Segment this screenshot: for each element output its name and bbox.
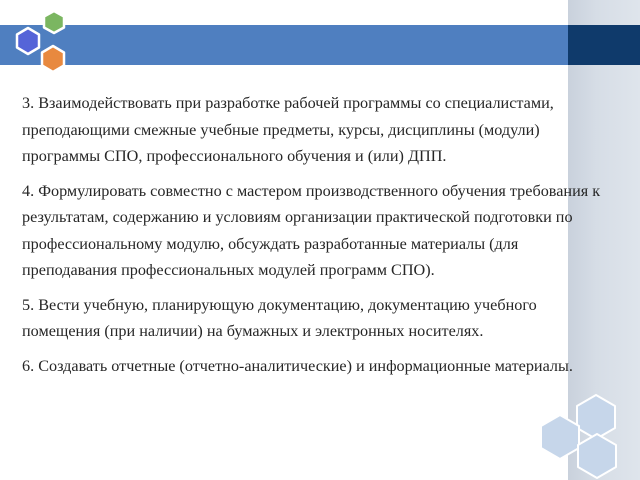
- list-item: 6. Создавать отчетные (отчетно-аналитические) и информационные материалы.: [22, 356, 573, 375]
- slide-body: [22, 90, 612, 387]
- list-item: 5. Вести учебную, планирующую документацию, документацию учебного помещения (при наличии) на бумажных и электронных носителях.: [22, 295, 537, 340]
- list-item: 4. Формулировать совместно с мастером производственного обучения требования к результатам, содержанию и условиям организации практической подготовки по профессиональному модулю, обсуждать разработанные материалы (для преподавания профессиональных модулей программ СПО).: [22, 181, 601, 279]
- hexagon-light-2: [541, 415, 579, 459]
- list-item: 3. Взаимодействовать при разработке рабочей программы со специалистами, преподающими смежные учебные предметы, курсы, дисциплины (модули) программы СПО, профессионального обучения и (или) ДПП.: [22, 94, 554, 165]
- hexagon-light-1: [577, 395, 615, 439]
- hexagon-light-3: [578, 434, 616, 478]
